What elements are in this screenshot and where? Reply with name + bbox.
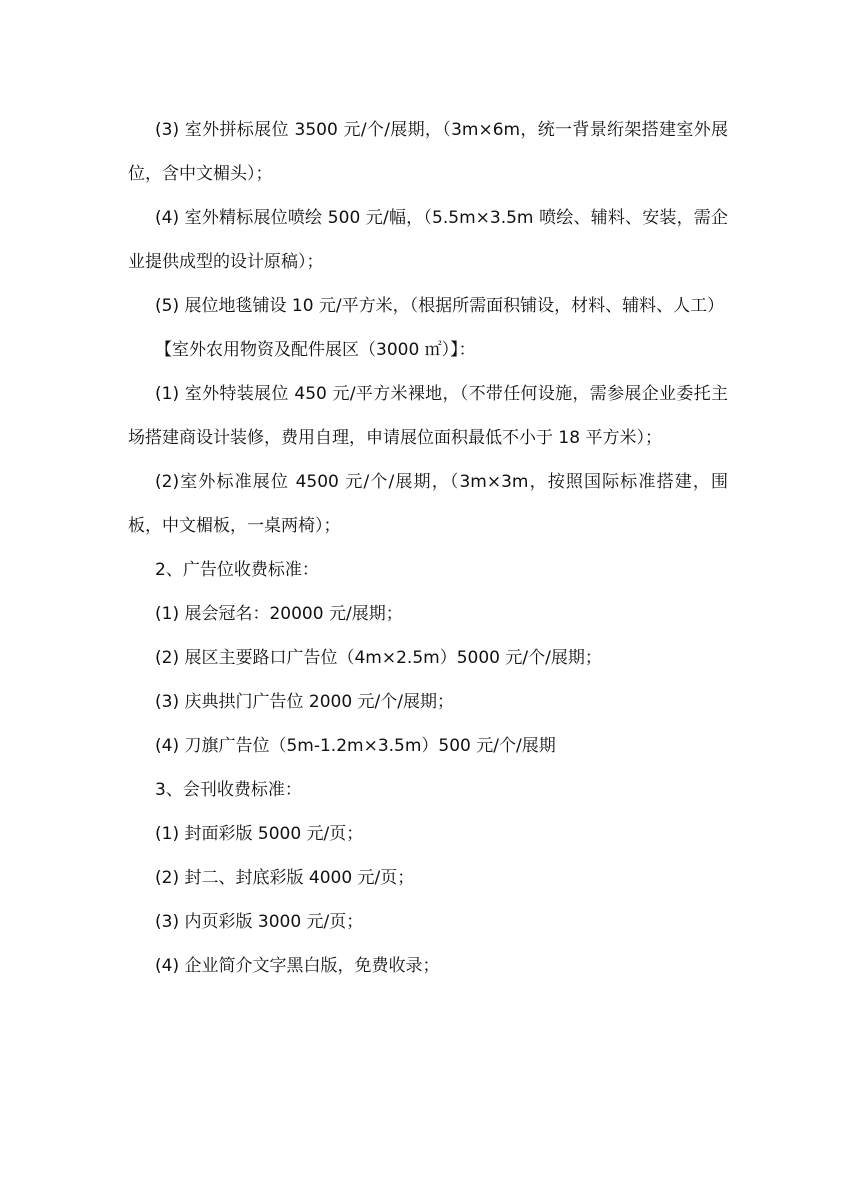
paragraph-arch-ad: (3) 庆典拱门广告位 2000 元/个/展期； (155, 692, 455, 712)
section-heading-advertising-fees: 2、广告位收费标准： (155, 560, 319, 580)
paragraph-flag-ad: (4) 刀旗广告位（5m-1.2m×3.5m）500 元/个/展期 (155, 736, 556, 756)
paragraph-outdoor-spliced-booth: (3) 室外拼标展位 3500 元/个/展期，（3m×6m，统一背景绗架搭建室外展位，含中文楣头）； (128, 120, 728, 184)
paragraph-outdoor-standard-booth: (2)室外标准展位 4500 元/个/展期，（3m×3m，按照国际标准搭建，围板，中文楣板，一桌两椅）； (128, 472, 728, 536)
paragraph-company-profile: (4) 企业简介文字黑白版，免费收录； (155, 956, 440, 976)
paragraph-outdoor-inkjet-booth: (4) 室外精标展位喷绘 500 元/幅，（5.5m×3.5m 喷绘、辅料、安装，需企业提供成型的设计原稿）； (128, 208, 728, 272)
section-heading-outdoor-agri-zone: 【室外农用物资及配件展区（3000 ㎡）】： (155, 340, 476, 360)
section-heading-catalog-fees: 3、会刊收费标准： (155, 780, 302, 800)
paragraph-booth-carpet: (5) 展位地毯铺设 10 元/平方米，（根据所需面积铺设，材料、辅料、人工） (155, 296, 725, 316)
paragraph-inside-back-cover: (2) 封二、封底彩版 4000 元/页； (155, 868, 415, 888)
document-body (128, 108, 728, 988)
paragraph-intersection-ad: (2) 展区主要路口广告位（4m×2.5m）5000 元/个/展期； (155, 648, 602, 668)
paragraph-inner-color-page: (3) 内页彩版 3000 元/页； (155, 912, 364, 932)
paragraph-outdoor-special-booth: (1) 室外特装展位 450 元/平方米裸地，（不带任何设施，需参展企业委托主场搭建商设计装修，费用自理，申请展位面积最低不小于 18 平方米）； (128, 384, 728, 448)
paragraph-cover-color-page: (1) 封面彩版 5000 元/页； (155, 824, 364, 844)
paragraph-title-sponsorship: (1) 展会冠名：20000 元/展期； (155, 604, 403, 624)
